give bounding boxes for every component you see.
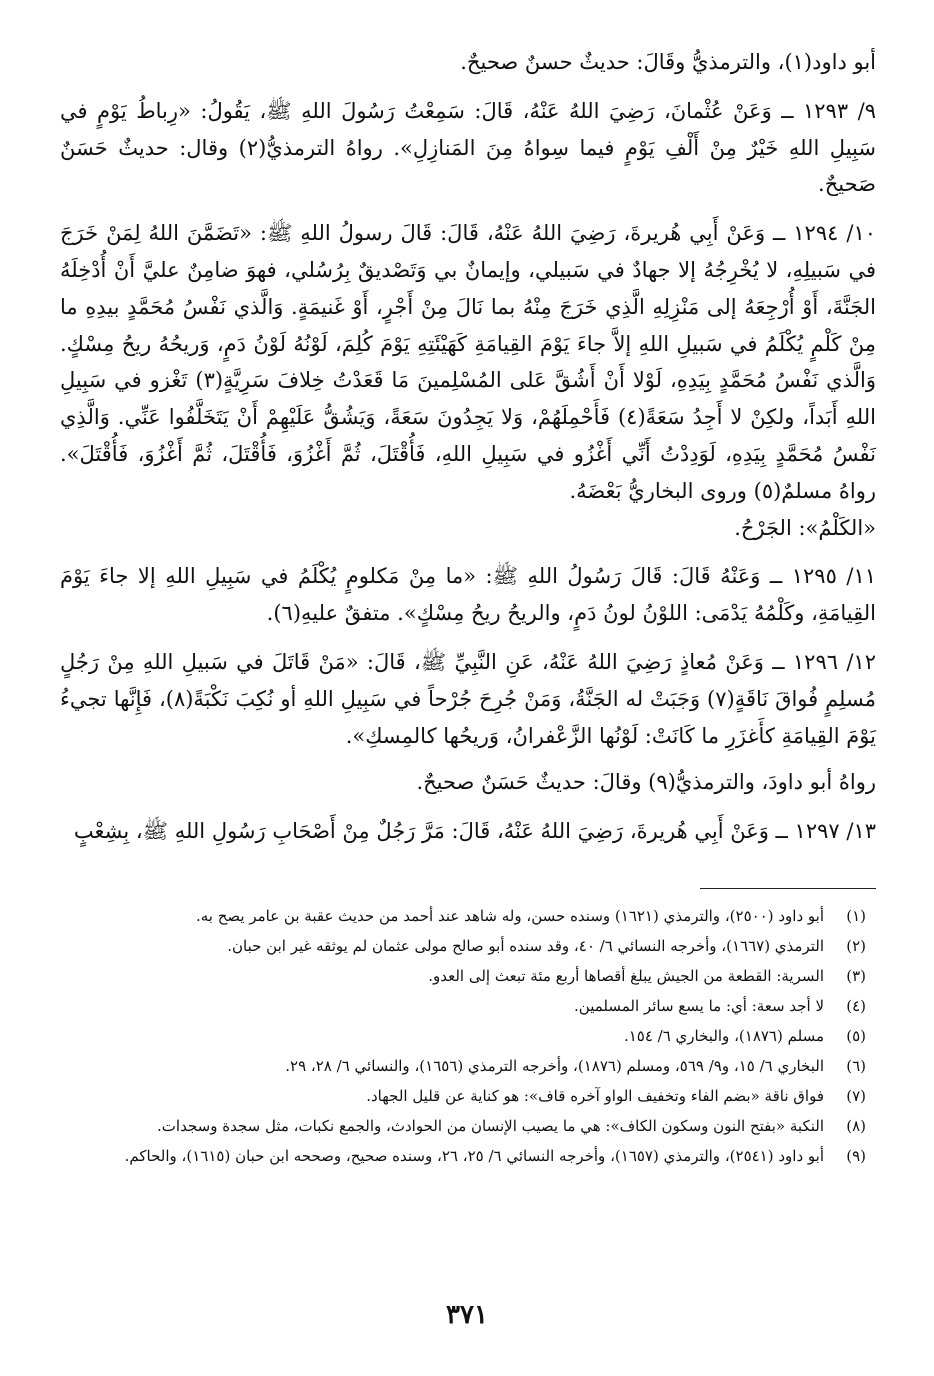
footnote-text: مسلم (١٨٧٦)، والبخاري ٦/ ١٥٤. (623, 1026, 824, 1045)
hadith-1296-source: رواهُ أبو داودَ، والترمذيُّ(٩) وقالَ: حديثٌ حَسَنٌ صحيحٌ. (416, 770, 876, 795)
hadith-1294: ١٠/ ١٢٩٤ ــ وَعَنْ أَبِي هُريرةَ، رَضِيَ اللهُ عَنْهُ، قَالَ: قَالَ رسولُ اللهِ ﷺ: «تَضَمَّنَ اللهُ لِمَنْ خَرَجَ في سَبيلِهِ، لا يُخْرِجُهُ إلا جهادٌ في سَبيلي، وإيمانٌ بي وَتَصْديقٌ بِرُسُلي، فهوَ ضامِنٌ عليَّ أَنْ أُدْخِلَهُ الجَنَّةَ، أَوْ أُرْجِعَهُ إلى مَنْزِلِهِ الَّذِي خَرَجَ مِنْهُ بما نَالَ مِنْ أَجْرٍ، أَوْ غَنيمَةٍ. وَالَّذي نَفْسُ مُحَمَّدٍ بيدِهِ ما مِنْ كَلْمٍ يُكْلَمُ في سَبيلِ اللهِ إلاَّ جاءَ يَوْمَ القِيامَةِ كَهَيْئَتِهِ يَوْمَ كُلِمَ، لَوْنُهُ لَوْنُ دَمٍ، وَريحُهُ ريحُ مِسْكٍ. وَالَّذي نَفْسُ مُحَمَّدٍ بِيَدِهِ، لَوْلا أَنْ أَشُقَّ عَلى المُسْلِمينَ مَا قَعَدْتُ خِلافَ سَرِيَّةٍ(٣) تَغْزو في سَبِيلِ اللهِ أَبَداً، ولكِنْ لا أَجِدُ سَعَةً(٤) فَأَحْمِلَهُمْ، وَلا يَجِدُونَ سَعَةً، وَيَشُقُّ عَلَيْهِمْ أَنْ يَتَخَلَّفُوا عَنِّي. وَالَّذِي نَفْسُ مُحَمَّدٍ بِيَدِهِ، لَوَدِدْتُ أَنِّي أَغْزُو في سَبِيلِ اللهِ، فَأُقْتَلَ، ثُمَّ أَغْزُوَ، فَأُقْتَلَ، ثُمَّ أَغْزُوَ، فَأُقْتَلَ». رواهُ مسلمٌ(٥) وروى البخاريُّ بَعْضَهُ. (60, 221, 877, 503)
footnote-number: (٢) (846, 936, 866, 955)
footnote-text: البخاري ٦/ ١٥، و٩/ ٥٦٩، ومسلم (١٨٧٦)، وأخرجه الترمذي (١٦٥٦)، والنسائي ٦/ ٢٨، ٢٩. (285, 1056, 824, 1075)
footnote-text: أبو داود (٢٥٤١)، والترمذي (١٦٥٧)، وأخرجه النسائي ٦/ ٢٥، ٢٦، وسنده صحيح، وصححه ابن حبان (١٦١٥)، والحاكم. (124, 1146, 824, 1165)
hadith-1295: ١١/ ١٢٩٥ ــ وَعَنْهُ قَالَ: قَالَ رَسُولُ اللهِ ﷺ: «ما مِنْ مَكلومٍ يُكْلَمُ في سَبِيلِ اللهِ إلا جاءَ يَوْمَ القِيامَةِ، وكَلْمُهُ يَدْمَى: اللوْنُ لونُ دَمٍ، والريحُ ريحُ مِسْكٍ». متفقٌ عليهِ(٦). (60, 564, 876, 626)
footnote (60, 1051, 876, 1081)
word-gloss: «الكَلْمُ»: الجَرْحُ. (734, 515, 876, 540)
footnote-text: النكبة «بفتح النون وسكون الكاف»: هي ما يصيب الإنسان من الحوادث، والجمع نكبات، مثل سجدة وسجدات. (157, 1116, 824, 1135)
footnote-number: (٣) (846, 966, 866, 985)
footnote-number: (٩) (846, 1146, 866, 1165)
footnote-number: (٤) (846, 996, 866, 1015)
footnote-number: (١) (846, 906, 866, 925)
hadith-1297: ١٣/ ١٢٩٧ ــ وَعَنْ أَبِي هُريرةَ، رَضِيَ اللهُ عَنْهُ، قَالَ: مَرَّ رَجُلٌ مِنْ أَصْحَابِ رَسُولِ اللهِ ﷺ، بِشِعْبٍ (73, 819, 876, 844)
footnote-text: أبو داود (٢٥٠٠)، والترمذي (١٦٢١) وسنده حسن، وله شاهد عند أحمد من حديث عقبة بن عامر يصح به. (195, 906, 824, 925)
footnote-number: (٥) (846, 1026, 866, 1045)
footnote-number: (٧) (846, 1086, 866, 1105)
footnote-divider (700, 888, 876, 889)
footnote-text: لا أجد سعة: أي: ما يسع سائر المسلمين. (574, 996, 824, 1015)
footnote (60, 931, 876, 961)
footnote (60, 1111, 876, 1141)
hadith-1293: ٩/ ١٢٩٣ ــ وَعَنْ عُثْمانَ، رَضِيَ اللهُ عَنْهُ، قَالَ: سَمِعْتُ رَسُولَ اللهِ ﷺ، يَقُولُ: «رِباطُ يَوْمٍ في سَبِيلِ اللهِ خَيْرٌ مِنْ أَلْفِ يَوْمٍ فيما سِواهُ مِنَ المَنازِلِ». رواهُ الترمذيُّ(٢) وقال: حديثٌ حَسَنٌ صَحيحٌ. (60, 98, 876, 197)
footnote (60, 1021, 876, 1051)
hadith-1296: ١٢/ ١٢٩٦ ــ وَعَنْ مُعاذٍ رَضِيَ اللهُ عَنْهُ، عَنِ النَّبِيِّ ﷺ، قَالَ: «مَنْ قَاتَلَ في سَبيلِ اللهِ مِنْ رَجُلٍ مُسلِمٍ فُواقَ نَاقَةٍ(٧) وَجَبَتْ له الجَنَّةُ، وَمَنْ جُرِحَ جُرْحاً في سَبِيلِ اللهِ أو نُكِبَ نَكْبَةً(٨)، فَإِنَّها تجيءُ يَوْمَ القِيامَةِ كأَغزَرِ ما كَانَتْ: لَوْنُها الزَّعْفرانُ، وَريحُها كالمِسكِ». (60, 649, 876, 748)
footnote (60, 1081, 876, 1111)
footnote-number: (٦) (846, 1056, 866, 1075)
footnote-text: الترمذي (١٦٦٧)، وأخرجه النسائي ٦/ ٤٠، وقد سنده أبو صالح مولى عثمان لم يوثقه غير ابن حبان. (227, 936, 824, 955)
page-number: ٣٧١ (446, 1300, 488, 1330)
footnotes (60, 901, 876, 1171)
footnote (60, 991, 876, 1021)
footnote-text: السرية: القطعة من الجيش يبلغ أقصاها أربع مئة تبعث إلى العدو. (428, 966, 824, 985)
footnote (60, 901, 876, 931)
footnote-number: (٨) (846, 1116, 866, 1135)
footnote-text: فواق ناقة «بضم الفاء وتخفيف الواو آخره قاف»: هو كناية عن قليل الجهاد. (366, 1086, 824, 1105)
footnote (60, 961, 876, 991)
paragraph-continuation: أبو داود(١)، والترمذيُّ وقَالَ: حديثٌ حسنٌ صحيحٌ. (460, 50, 876, 74)
main-text (60, 44, 876, 850)
footnote (60, 1141, 876, 1171)
